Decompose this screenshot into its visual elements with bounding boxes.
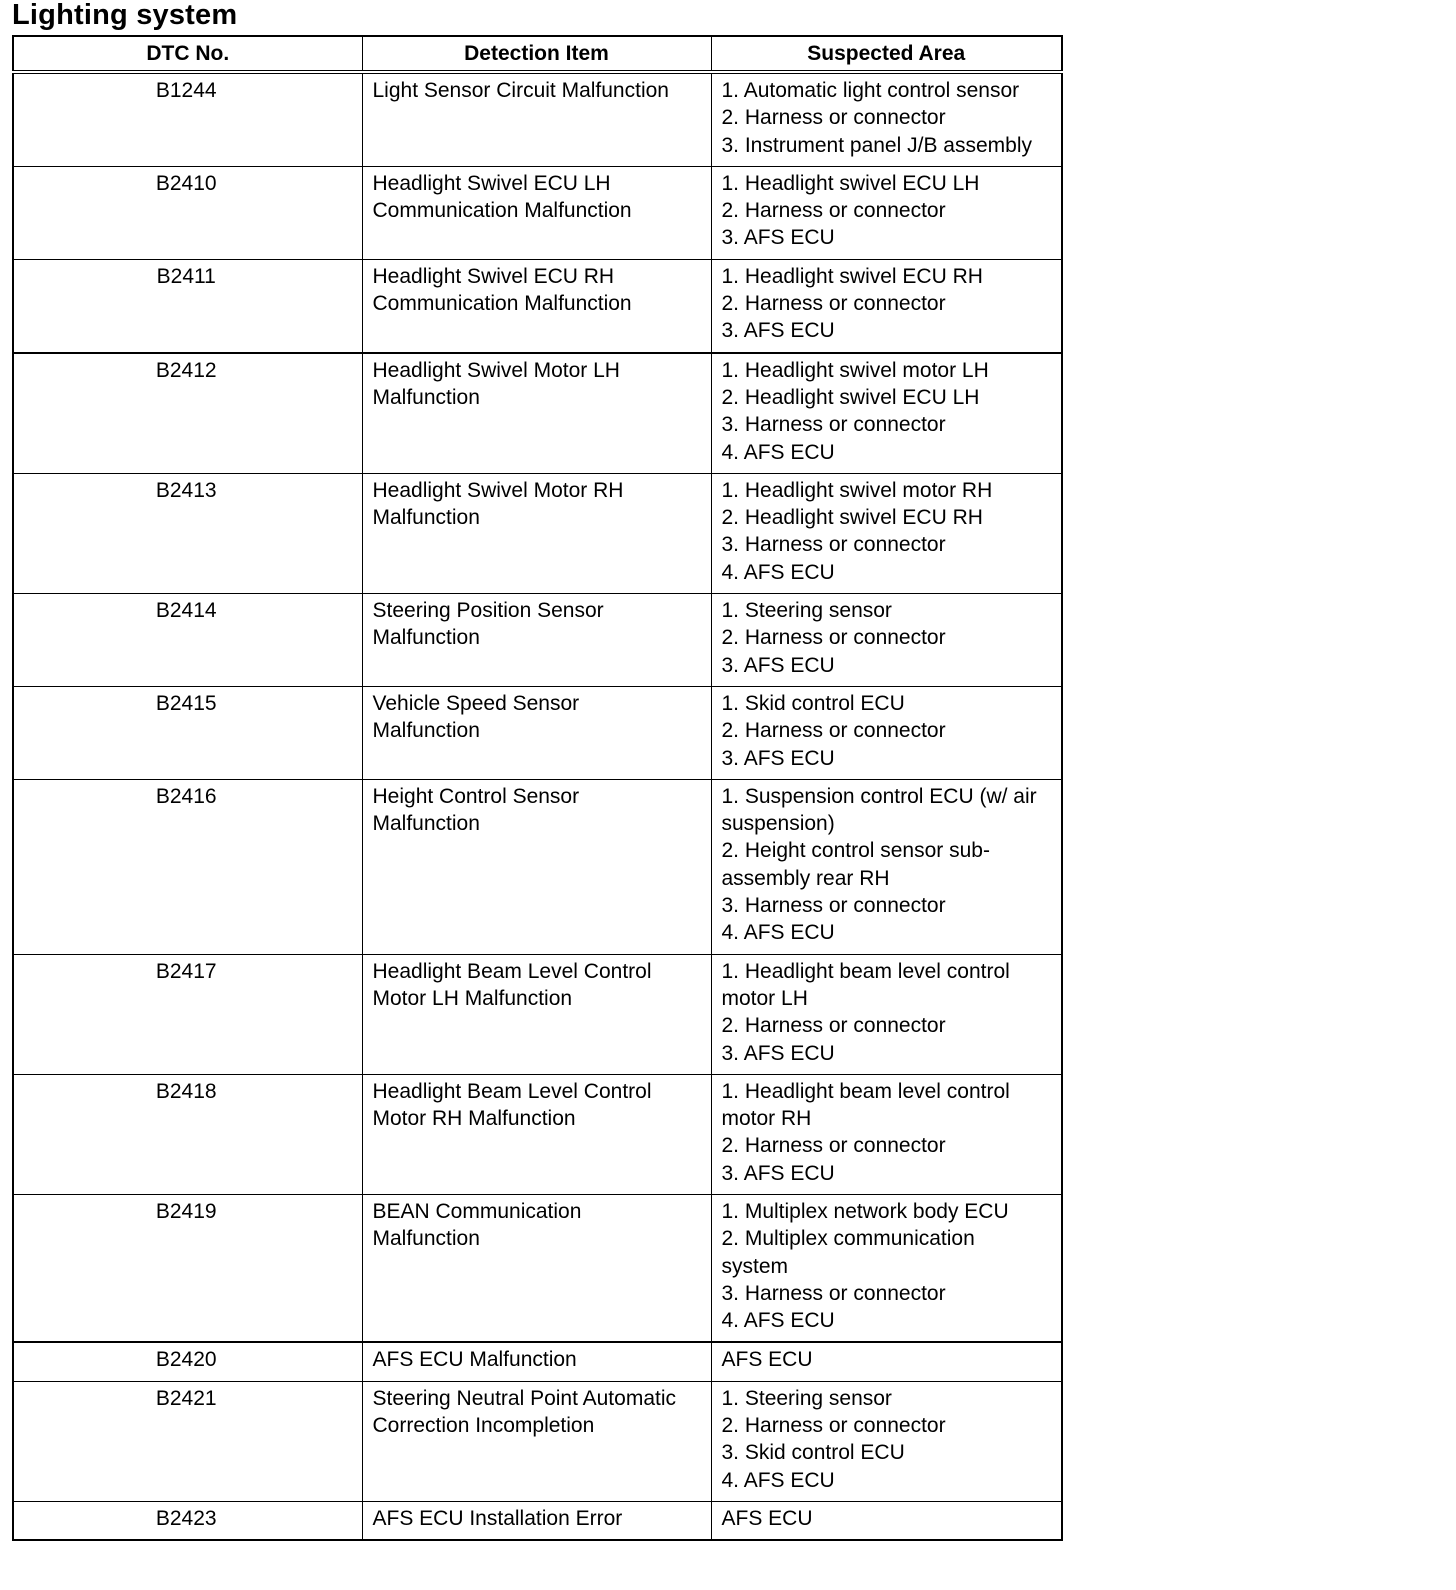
- suspected-area-line: 4. AFS ECU: [721, 440, 835, 464]
- suspected-area-line: 3. AFS ECU: [721, 746, 835, 770]
- suspected-area-line: 4. AFS ECU: [721, 1468, 835, 1492]
- table-row: [13, 1342, 1062, 1381]
- suspected-area-line: 1. Steering sensor: [721, 599, 892, 623]
- detection-item-line: Malfunction: [372, 506, 480, 530]
- suspected-area-line: 1. Headlight beam level control: [721, 959, 1010, 983]
- suspected-area-cell: [711, 259, 1062, 352]
- table-row: [13, 594, 1062, 687]
- suspected-area-line: assembly rear RH: [721, 866, 890, 890]
- detection-item-line: Malfunction: [372, 626, 480, 650]
- table-row: [13, 1381, 1062, 1501]
- detection-item-line: Motor LH Malfunction: [372, 986, 573, 1010]
- suspected-area-line: AFS ECU: [721, 1348, 813, 1372]
- detection-item-line: Steering Position Sensor: [372, 599, 604, 623]
- detection-item-line: Malfunction: [372, 719, 480, 743]
- detection-item-cell: [362, 686, 711, 779]
- suspected-area-cell: [711, 779, 1062, 954]
- header-dtc-no: DTC No.: [13, 36, 362, 72]
- detection-item-line: Malfunction: [372, 1227, 480, 1251]
- detection-item-line: Headlight Beam Level Control: [372, 1079, 652, 1103]
- table-row: [13, 1501, 1062, 1540]
- dtc-number-cell: B2418: [13, 1074, 362, 1194]
- suspected-area-line: AFS ECU: [721, 1506, 813, 1530]
- suspected-area-line: 2. Height control sensor sub-: [721, 839, 990, 863]
- header-suspected-area: Suspected Area: [711, 36, 1062, 72]
- suspected-area-line: 1. Headlight swivel ECU LH: [721, 171, 980, 195]
- table-row: [13, 353, 1062, 474]
- detection-item-line: Headlight Swivel ECU RH: [372, 264, 615, 288]
- suspected-area-line: 3. Harness or connector: [721, 894, 946, 918]
- suspected-area-line: 1. Headlight swivel ECU RH: [721, 264, 983, 288]
- suspected-area-line: 1. Automatic light control sensor: [721, 79, 1020, 102]
- detection-item-cell: [362, 72, 711, 166]
- suspected-area-cell: [711, 1342, 1062, 1381]
- detection-item-cell: [362, 259, 711, 352]
- dtc-table: [12, 35, 1063, 1541]
- detection-item-line: Vehicle Speed Sensor: [372, 691, 580, 715]
- table-row: [13, 72, 1062, 166]
- suspected-area-line: 3. Harness or connector: [721, 533, 946, 557]
- dtc-number-cell: B2419: [13, 1194, 362, 1342]
- header-detection-item: Detection Item: [362, 36, 711, 72]
- table-row: [13, 259, 1062, 352]
- suspected-area-line: 3. Instrument panel J/B assembly: [721, 133, 1032, 157]
- dtc-number-cell: B2411: [13, 259, 362, 352]
- suspected-area-line: 2. Headlight swivel ECU RH: [721, 506, 983, 530]
- suspected-area-line: 4. AFS ECU: [721, 921, 835, 945]
- suspected-area-line: 2. Harness or connector: [721, 199, 946, 223]
- suspected-area-line: 2. Harness or connector: [721, 292, 946, 316]
- detection-item-line: Height Control Sensor: [372, 784, 580, 808]
- dtc-number-cell: B2417: [13, 954, 362, 1074]
- suspected-area-cell: [711, 594, 1062, 687]
- suspected-area-line: 2. Multiplex communication: [721, 1227, 975, 1251]
- suspected-area-line: 2. Harness or connector: [721, 106, 946, 130]
- dtc-number-cell: B2420: [13, 1342, 362, 1381]
- dtc-number-cell: B1244: [13, 72, 362, 166]
- detection-item-cell: [362, 1194, 711, 1342]
- detection-item-line: BEAN Communication: [372, 1199, 582, 1223]
- detection-item-cell: [362, 1342, 711, 1381]
- suspected-area-cell: [711, 1381, 1062, 1501]
- detection-item-line: Communication Malfunction: [372, 292, 632, 316]
- detection-item-cell: [362, 1501, 711, 1540]
- table-row: [13, 779, 1062, 954]
- detection-item-line: Malfunction: [372, 812, 480, 836]
- suspected-area-line: 1. Headlight swivel motor RH: [721, 478, 993, 502]
- table-row: [13, 1074, 1062, 1194]
- dtc-number-cell: B2410: [13, 166, 362, 259]
- suspected-area-line: suspension): [721, 812, 835, 836]
- suspected-area-cell: [711, 1194, 1062, 1342]
- detection-item-cell: [362, 1074, 711, 1194]
- detection-item-line: Malfunction: [372, 385, 480, 409]
- suspected-area-cell: [711, 473, 1062, 593]
- suspected-area-line: motor LH: [721, 986, 808, 1010]
- detection-item-line: AFS ECU Malfunction: [372, 1348, 577, 1372]
- detection-item-line: Steering Neutral Point Automatic: [372, 1386, 676, 1410]
- detection-item-cell: [362, 166, 711, 259]
- suspected-area-line: 3. AFS ECU: [721, 653, 835, 677]
- suspected-area-line: 3. AFS ECU: [721, 319, 835, 343]
- suspected-area-line: 2. Harness or connector: [721, 626, 946, 650]
- detection-item-cell: [362, 779, 711, 954]
- dtc-number-cell: B2421: [13, 1381, 362, 1501]
- detection-item-line: Headlight Swivel ECU LH: [372, 171, 611, 195]
- suspected-area-line: system: [721, 1254, 789, 1278]
- suspected-area-line: 3. AFS ECU: [721, 1161, 835, 1185]
- detection-item-line: Motor RH Malfunction: [372, 1107, 576, 1131]
- suspected-area-cell: [711, 1074, 1062, 1194]
- suspected-area-line: 1. Headlight swivel motor LH: [721, 358, 989, 382]
- suspected-area-cell: [711, 353, 1062, 474]
- suspected-area-line: 4. AFS ECU: [721, 560, 835, 584]
- dtc-number-cell: B2416: [13, 779, 362, 954]
- detection-item-line: Headlight Beam Level Control: [372, 959, 652, 983]
- detection-item-line: Headlight Swivel Motor LH: [372, 358, 620, 382]
- detection-item-cell: [362, 954, 711, 1074]
- suspected-area-line: 3. Skid control ECU: [721, 1441, 905, 1465]
- suspected-area-line: 2. Harness or connector: [721, 719, 946, 743]
- suspected-area-cell: [711, 1501, 1062, 1540]
- dtc-number-cell: B2412: [13, 353, 362, 474]
- suspected-area-line: 1. Skid control ECU: [721, 691, 905, 715]
- detection-item-cell: [362, 353, 711, 474]
- page-title: Lighting system: [12, 0, 238, 31]
- detection-item-line: Communication Malfunction: [372, 199, 632, 223]
- suspected-area-line: 1. Headlight beam level control: [721, 1079, 1010, 1103]
- detection-item-line: Light Sensor Circuit Malfunction: [372, 79, 669, 102]
- suspected-area-line: 4. AFS ECU: [721, 1309, 835, 1333]
- table-row: [13, 686, 1062, 779]
- suspected-area-line: motor RH: [721, 1107, 812, 1131]
- suspected-area-cell: [711, 686, 1062, 779]
- suspected-area-line: 3. Harness or connector: [721, 1281, 946, 1305]
- table-row: [13, 473, 1062, 593]
- detection-item-line: AFS ECU Installation Error: [372, 1506, 623, 1530]
- detection-item-cell: [362, 1381, 711, 1501]
- table-row: [13, 954, 1062, 1074]
- suspected-area-line: 1. Multiplex network body ECU: [721, 1199, 1009, 1223]
- suspected-area-cell: [711, 166, 1062, 259]
- suspected-area-line: 2. Headlight swivel ECU LH: [721, 385, 980, 409]
- table-row: [13, 1194, 1062, 1342]
- suspected-area-line: 3. Harness or connector: [721, 413, 946, 437]
- dtc-number-cell: B2423: [13, 1501, 362, 1540]
- detection-item-cell: [362, 594, 711, 687]
- dtc-number-cell: B2415: [13, 686, 362, 779]
- suspected-area-line: 1. Suspension control ECU (w/ air: [721, 784, 1037, 808]
- detection-item-line: Headlight Swivel Motor RH: [372, 478, 624, 502]
- suspected-area-line: 2. Harness or connector: [721, 1414, 946, 1438]
- suspected-area-line: 2. Harness or connector: [721, 1014, 946, 1038]
- dtc-number-cell: B2413: [13, 473, 362, 593]
- suspected-area-cell: [711, 954, 1062, 1074]
- suspected-area-cell: [711, 72, 1062, 166]
- detection-item-line: Correction Incompletion: [372, 1414, 595, 1438]
- suspected-area-line: 3. AFS ECU: [721, 226, 835, 250]
- table-row: [13, 166, 1062, 259]
- dtc-number-cell: B2414: [13, 594, 362, 687]
- detection-item-cell: [362, 473, 711, 593]
- table-header-row: [13, 36, 1062, 72]
- table-body: [13, 72, 1062, 1540]
- suspected-area-line: 3. AFS ECU: [721, 1041, 835, 1065]
- suspected-area-line: 2. Harness or connector: [721, 1134, 946, 1158]
- suspected-area-line: 1. Steering sensor: [721, 1386, 892, 1410]
